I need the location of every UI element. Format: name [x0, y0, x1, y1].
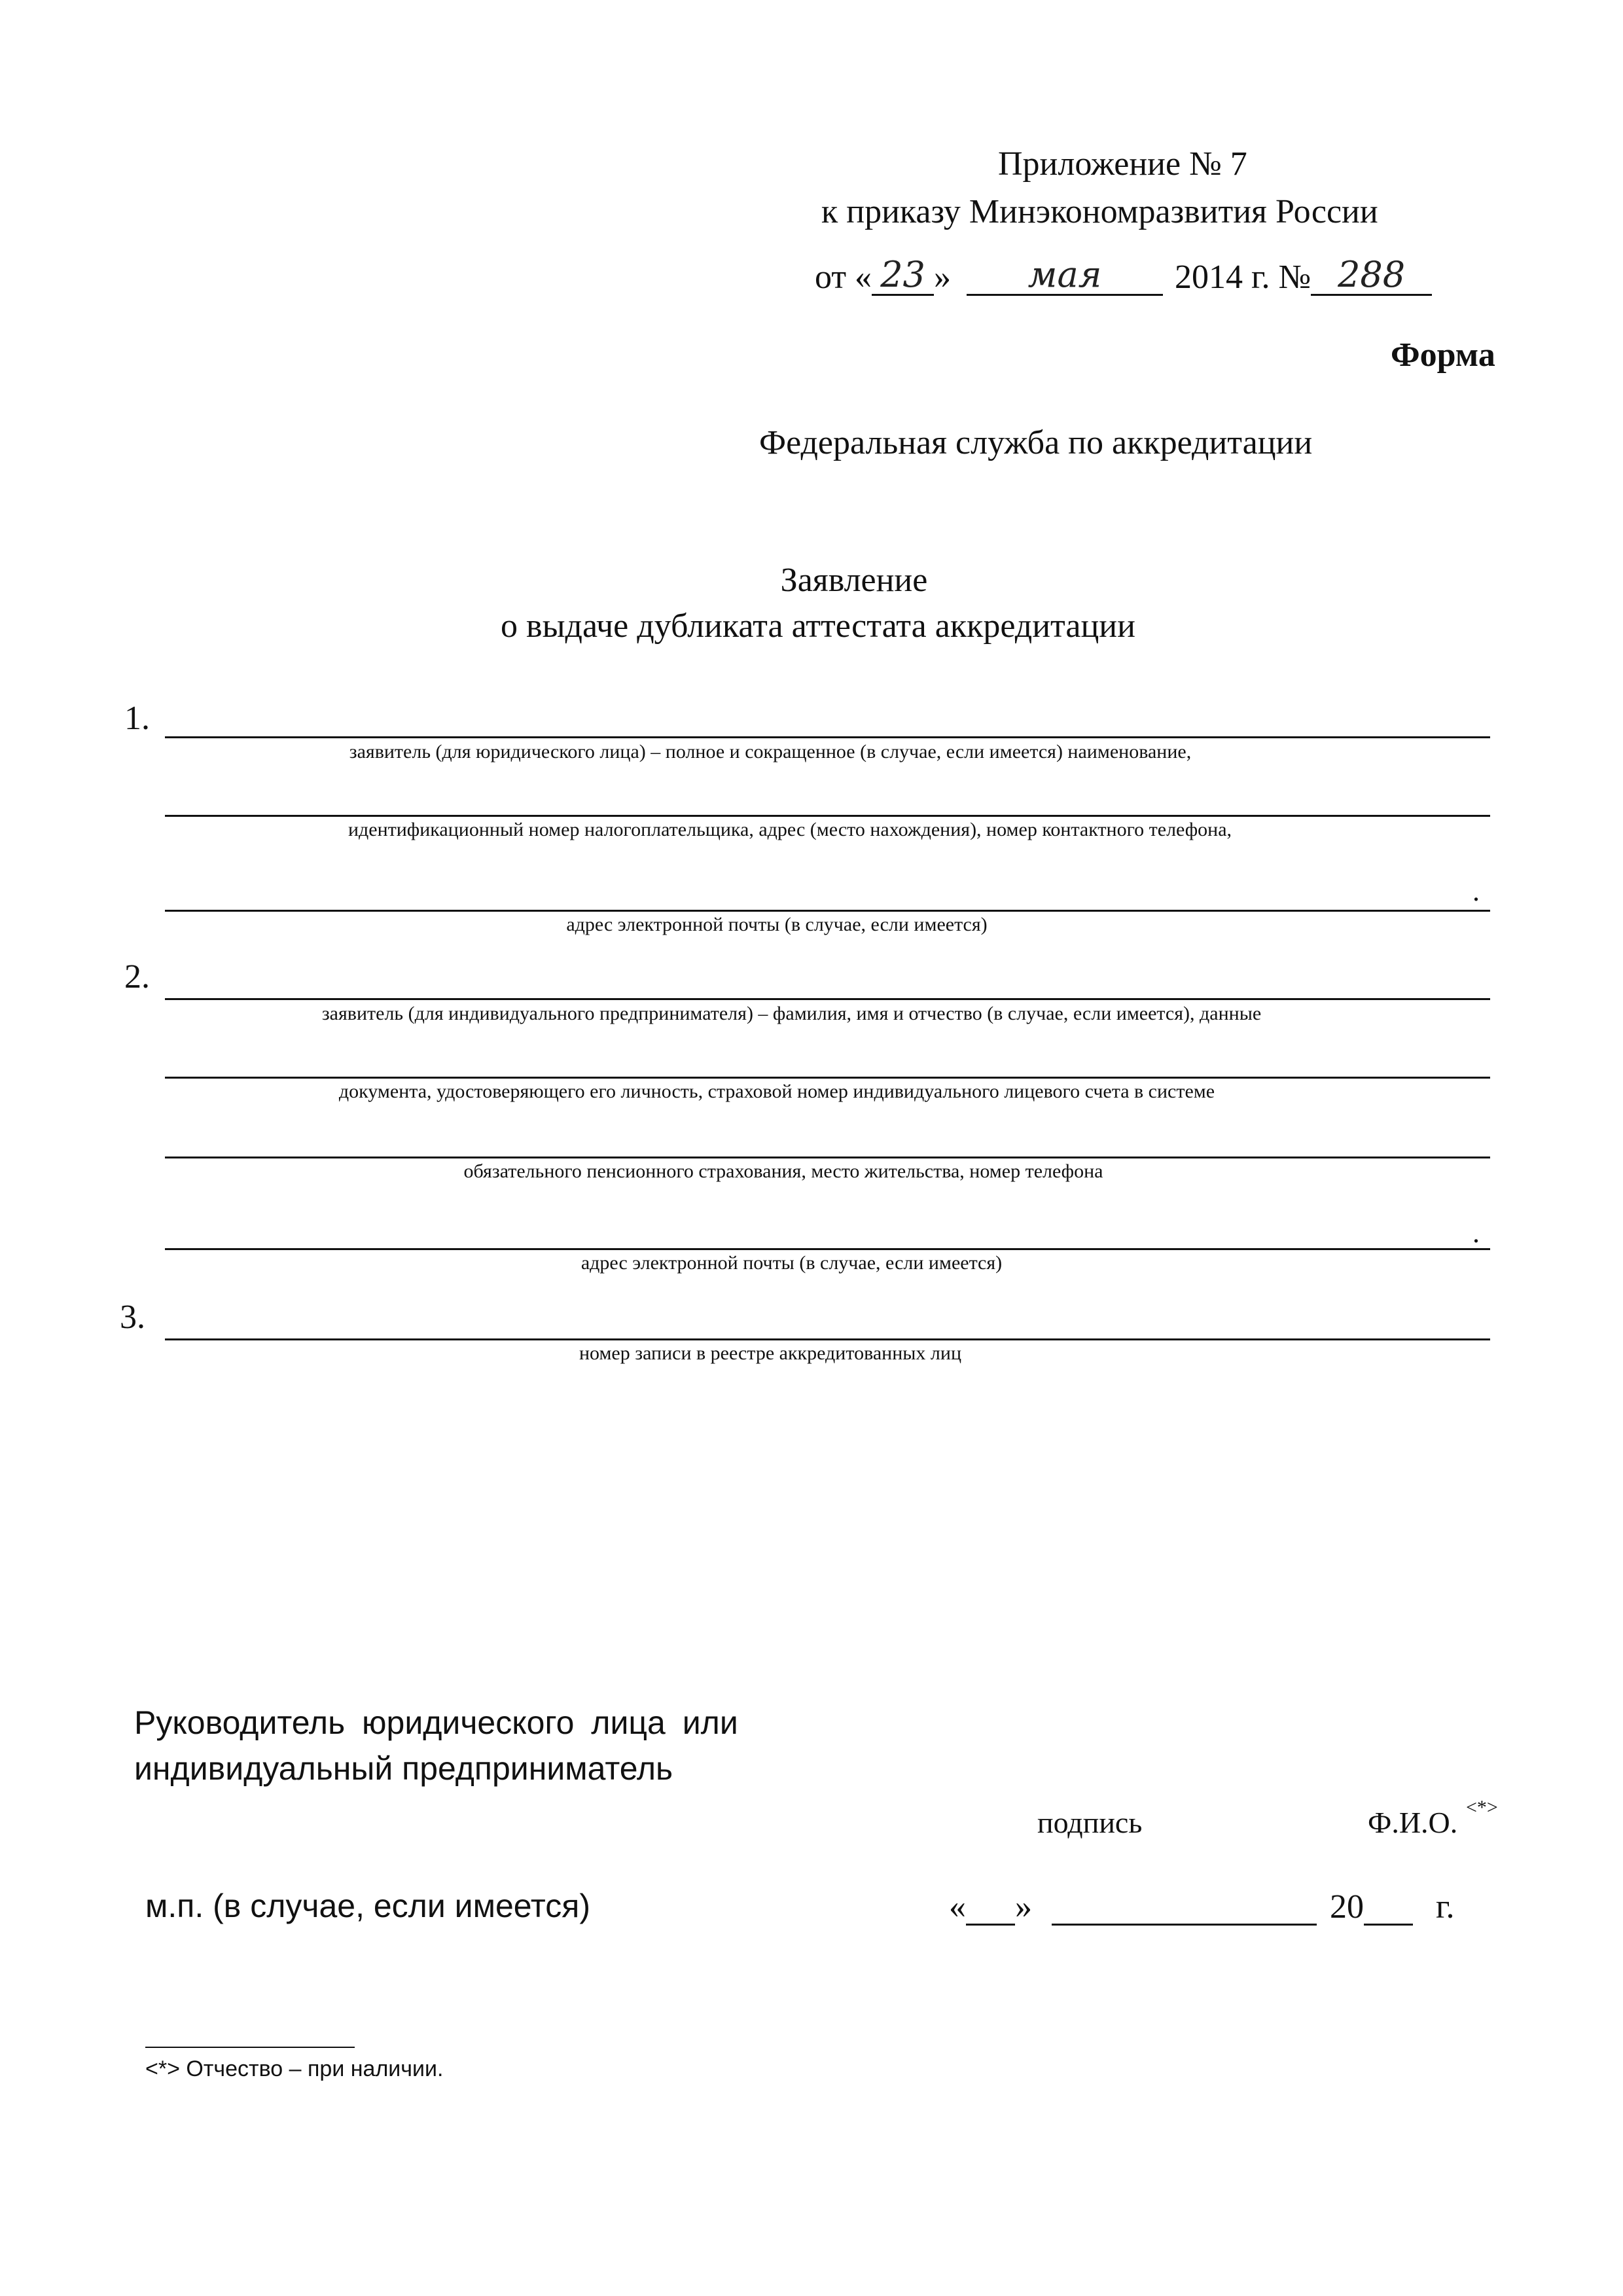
footnote-separator — [145, 2047, 355, 2048]
order-number: 288 — [1311, 255, 1432, 296]
item-3-field[interactable] — [165, 1338, 1490, 1340]
agency-name: Федеральная служба по аккредитации — [759, 424, 1313, 461]
item-1-caption-1: заявитель (для юридического лица) – полное и сокращенное (в случае, если имеется) наименование, — [349, 741, 1192, 762]
fio-footnote-mark: <*> — [1466, 1797, 1498, 1818]
date-year: 2014 г. № — [1175, 259, 1311, 296]
date-prefix: от « — [815, 259, 872, 296]
item-2-end-dot: . — [1472, 1217, 1480, 1249]
signature-date-line — [949, 1888, 1454, 1926]
item-2-caption-4: адрес электронной почты (в случае, если имеется) — [580, 1252, 1003, 1274]
item-2-field-1[interactable] — [165, 998, 1490, 1000]
item-1-caption-3: адрес электронной почты (в случае, если имеется) — [566, 914, 988, 935]
signature-year-prefix: 20 — [1330, 1888, 1364, 1926]
item-1-field-2[interactable] — [165, 815, 1490, 817]
signature-month-field[interactable] — [1052, 1890, 1317, 1926]
item-3-number: 3. — [120, 1299, 145, 1336]
item-2-caption-3: обязательного пенсионного страхования, место жительства, номер телефона — [463, 1160, 1103, 1182]
signature-year-suffix: г. — [1436, 1888, 1455, 1926]
item-1-number: 1. — [124, 700, 150, 737]
signature-year-field[interactable] — [1364, 1890, 1413, 1926]
date-day: 23 — [872, 255, 934, 296]
item-1-end-dot: . — [1472, 875, 1480, 907]
item-1-field-1[interactable] — [165, 736, 1490, 738]
item-3-caption: номер записи в реестре аккредитованных лиц — [579, 1342, 962, 1364]
signature-date-open: « — [949, 1888, 966, 1926]
signatory-line-1: Руководитель юридического лица или — [134, 1704, 738, 1741]
item-2-caption-1: заявитель (для индивидуального предпринимателя) – фамилия, имя и отчество (в случае, если имеется), данные — [321, 1003, 1262, 1024]
footnote-text: <*> Отчество – при наличии. — [145, 2056, 444, 2081]
signature-caption: подпись — [1037, 1806, 1143, 1839]
signature-date-close: » — [1015, 1888, 1032, 1926]
document-subtitle: о выдаче дубликата аттестата аккредитации — [501, 607, 1135, 645]
fio-caption: Ф.И.О. — [1368, 1806, 1458, 1839]
item-2-field-3[interactable] — [165, 1157, 1490, 1158]
signatory-line-2: индивидуальный предприниматель — [134, 1750, 673, 1787]
date-mid: » — [934, 259, 952, 296]
document-title: Заявление — [780, 562, 928, 599]
stamp-place: м.п. (в случае, если имеется) — [145, 1888, 590, 1924]
item-2-caption-2: документа, удостоверяющего его личность, страховой номер индивидуального лицевого счета в системе — [338, 1081, 1215, 1102]
date-month: мая — [967, 255, 1163, 296]
item-1-field-3[interactable] — [165, 910, 1490, 912]
appendix-number: Приложение № 7 — [998, 145, 1247, 183]
order-reference: к приказу Минэкономразвития России — [821, 193, 1378, 230]
order-date-line — [815, 255, 1432, 296]
item-2-field-2[interactable] — [165, 1077, 1490, 1079]
item-2-number: 2. — [124, 958, 150, 996]
item-2-field-4[interactable] — [165, 1248, 1490, 1250]
signature-day-field[interactable] — [966, 1890, 1015, 1926]
item-1-caption-2: идентификационный номер налогоплательщика, адрес (место нахождения), номер контактного телефона, — [348, 819, 1232, 840]
form-label: Форма — [1391, 336, 1495, 374]
